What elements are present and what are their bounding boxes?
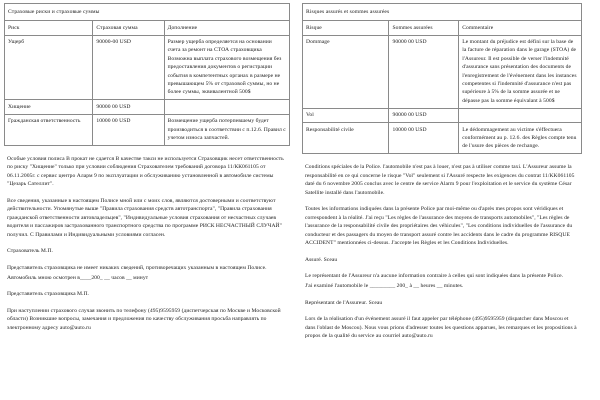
cell-risk-comment: Размер ущерба определяется на основании счета за ремонт на СТОА страховщика Возможна выплата страхового возмещения без предоставления документов о регистрации события в компетентных органах в размере не превышающем 5% от страховой суммы, но не более суммы, эквивалентной 500$: [164, 35, 289, 100]
representative-statement: Представитель страховщика не имеет никаких сведений, противоречащих указанным в настоящем Полисе.: [7, 264, 267, 271]
cell-risk-name: Dommage: [303, 35, 389, 108]
cell-risk-name: Vol: [303, 108, 389, 122]
table-row: [5, 35, 290, 100]
cell-risk-comment: Le montant du préjudice est défini sur la base de la facture de réparation dans le garage (STOA) de l'Assureur. Il est possible de verser l'indemnité d'assurance sans présentation des documents de l'enregistrement de l'événement dans les instances competentes si l'indemnité d'assurance n'est pas supérieure à 5% de la somme assurée et ne dépasse pas la somme équivalant à 500$: [459, 35, 582, 108]
column-header-sum: Sommes assurées: [389, 21, 459, 35]
contact-footer: Lors de la réalisation d'un événement assuré il faut appeler par téléphone (495)9595959 (dispatcher dans Moscou et dans l'oblast de Moscou). Nous vous prions d'adresser toutes les questions apparues, les remarques et les propositions à propos de la qualité du service au courriel auto@auto.ru: [305, 316, 577, 340]
table-row: [303, 123, 582, 154]
representative-signature-line: Представитель страховщика М.П.: [7, 291, 89, 298]
special-conditions-paragraph: Conditions spéciales de la Police. l'automobile n'est pas à louer, n'est pas à utiliser comme taxi. L'Assureur assume la responsabilité en ce qui concerne le risque "Vol" seulement si l'Assuré respecte les exigences du contrat 11/KK061105 daté du 6 novembre 2005 conclus avec le centre de service Alarm 9 pour l'exploitation et le service du système César Satellite installé dans l'automobile.: [305, 164, 575, 196]
cell-risk-name: Responsabilité civile: [303, 123, 389, 154]
column-header-comment: Дополнение: [164, 21, 289, 35]
russian-body-text: [4, 155, 290, 333]
french-column: [294, 3, 586, 400]
table-row: [303, 35, 582, 108]
cell-risk-sum: 90000 00 USD: [389, 108, 459, 122]
table-header-row: [5, 21, 290, 35]
cell-risk-name: Хищение: [5, 100, 93, 114]
french-risk-table: [302, 20, 582, 154]
declaration-paragraph: Toutes les informations indiquées dans la présente Police par moi-même ou d'après mes propos sont véridiques et correspondent à la réalité. J'ai reçu "Les règles de l'assurance des moyens de transports automobiles", "Les règles de l'assurance de la responsabilité civile des propriétaires des véhicules", "Les conditions individuelles de l'assurance du conducteur et des passagers du moyen de transport assuré contre les accidents dans le cadre du programme RISQUE ACCIDENT" mentionnées ci-dessus. J'accepte les Règles et les Conditions Individuelles.: [305, 206, 573, 247]
cell-risk-name: Гражданская ответственность: [5, 114, 93, 145]
column-header-risk: Риск: [5, 21, 93, 35]
french-body-text: [302, 163, 582, 341]
russian-risk-table: [4, 20, 290, 146]
cell-risk-comment: [164, 100, 289, 114]
column-header-risk: Risque: [303, 21, 389, 35]
policyholder-signature-line: Assuré. Sceau: [305, 256, 338, 263]
cell-risk-sum: 90000 00 USD: [93, 100, 164, 114]
cell-risk-sum: 90000 00 USD: [389, 35, 459, 108]
table-row: [5, 100, 290, 114]
cell-risk-name: Ущерб: [5, 35, 93, 100]
special-conditions-paragraph: Особые условия полиса В прокат не сдается В качестве такси не используется Страховщик несет ответственность по риску "Хищение" только при условии соблюдения Страхователем требований договора 11/КК061105 от 06.11.2005г. с сервис центро Аларм 9 по эксплуатации и обслуживанию установленной в автомобиле системы "Цезарь Сателлит".: [7, 155, 284, 188]
russian-column: [2, 3, 294, 400]
representative-signature-line: Représentant de l'Assureur. Sceau: [305, 299, 383, 306]
representative-statement: Le représentant de l'Assureur n'a aucune information contraire à celles qui sont indiquées dans la présente Police.: [305, 273, 564, 280]
inspection-line: Автомобиль мною осмотрен в____200_ __ часов __ минут: [7, 274, 149, 281]
declaration-paragraph: Все сведения, указанные в настоящем Полисе мной или с моих слов, являются достоверными и соответствуют действительности. Упомянутые выше "Правила страхования средств автотранспорта", "Правила страхования гражданской ответственности автовладельцев", "Индивидуальные условия страхования от несчастных случаев водителя и пассажиров застрахованного транспортного средства по программе РИСК НЕСЧАСТНЫЙ СЛУЧАЙ" получил. С Правилами и Индивидуальными условиями согласен.: [7, 197, 282, 238]
policyholder-signature-line: Страхователь М.П.: [7, 248, 53, 255]
cell-risk-sum: 90000-00 USD: [93, 35, 164, 100]
cell-risk-sum: 10000 00 USD: [389, 123, 459, 154]
column-header-comment: Commentaire: [459, 21, 582, 35]
russian-section-title: Страховые риски и страховые суммы: [4, 3, 290, 20]
table-row: [5, 114, 290, 145]
contact-footer: При наступлении страхового случая звонить по телефону (495)9595959 (диспетчерская по Москве и Московской области) Возникшие вопросы, замечания и предложения по качеству обслуживания просьба направлять по электронному адресу auto@auto.ru: [7, 307, 281, 331]
cell-risk-sum: 10000 00 USD: [93, 114, 164, 145]
column-header-sum: Страховая сумма: [93, 21, 164, 35]
table-row: [303, 108, 582, 122]
cell-risk-comment: Возмещение ущерба потерпевшему будет производиться в соответствии с п.12.6. Правил с учетом износа запчастей.: [164, 114, 289, 145]
cell-risk-comment: [459, 108, 582, 122]
french-section-title: Risques assurés et sommes assurées: [302, 3, 582, 20]
table-header-row: [303, 21, 582, 35]
inspection-line: J'ai examiné l'automobile le _________ 200_ à __ heures __ minutes.: [305, 283, 464, 290]
cell-risk-comment: Le dédommagement au victime s'éffectuera conformément au p. 12.6. des Règles compte tenu de l'usure des pièces de rechange.: [459, 123, 582, 154]
